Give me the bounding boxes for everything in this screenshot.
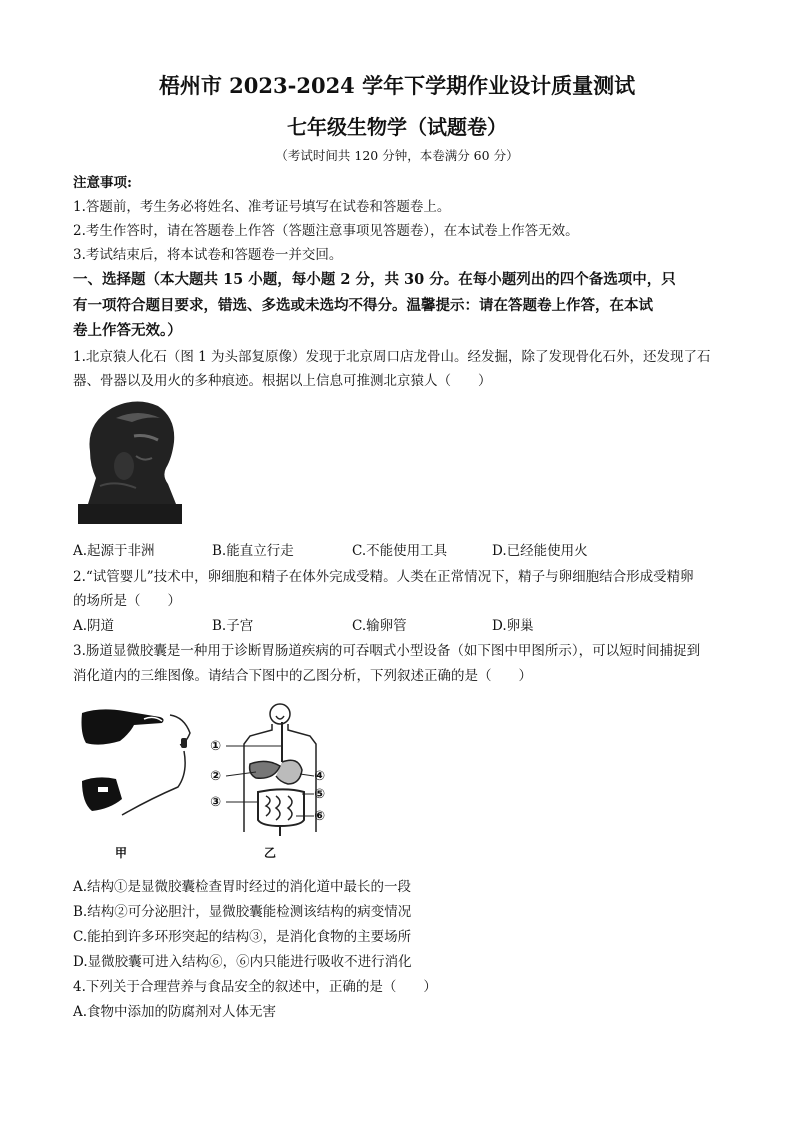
option-d: D.卵巢: [492, 618, 534, 634]
option-a: A.起源于非洲: [73, 543, 155, 559]
option-b: B.子宫: [212, 618, 254, 634]
question-text: 3.肠道显微胶囊是一种用于诊断胃肠道疾病的可吞咽式小型设备（如下图中甲图所示），可以短时间捕捉到: [73, 643, 701, 659]
section-heading: 卷上作答无效。）: [73, 322, 182, 339]
option-b: B.能直立行走: [212, 543, 294, 559]
marker-4: ④: [314, 769, 326, 784]
exam-subject-title: 七年级生物学（试题卷）: [287, 115, 507, 139]
exam-time-note: （考试时间共 120 分钟，本卷满分 60 分）: [275, 148, 519, 163]
question-text: 4.下列关于合理营养与食品安全的叙述中，正确的是（ ）: [73, 979, 437, 995]
peking-man-bust-image: [76, 396, 188, 528]
option-a: A.食物中添加的防腐剂对人体无害: [73, 1004, 277, 1020]
option-a: A.结构①是显微胶囊检查胃时经过的消化道中最长的一段: [73, 879, 412, 895]
notice-item: 2.考生作答时，请在答题卷上作答（答题注意事项见答题卷），在本试卷上作答无效。: [73, 223, 579, 239]
marker-5: ⑤: [314, 787, 326, 802]
section-heading: 有一项符合题目要求，错选、多选或未选均不得分。温馨提示：请在答题卷上作答，在本试: [73, 297, 653, 314]
question-text: 2.“试管婴儿”技术中，卵细胞和精子在体外完成受精。人类在正常情况下，精子与卵细胞结合形成受精卵: [73, 569, 694, 585]
question-text: 1.北京猿人化石（图 1 为头部复原像）发现于北京周口店龙骨山。经发掘，除了发现骨化石外，还发现了石: [73, 349, 711, 365]
question-text: 消化道内的三维图像。请结合下图中的乙图分析，下列叙述正确的是（ ）: [73, 668, 532, 684]
option-d: D.已经能使用火: [492, 543, 588, 559]
question-text: 的场所是（ ）: [73, 593, 181, 609]
option-a: A.阴道: [73, 618, 115, 634]
option-b: B.结构②可分泌胆汁，显微胶囊能检测该结构的病变情况: [73, 904, 412, 920]
exam-title: 梧州市 2023-2024 学年下学期作业设计质量测试: [158, 73, 636, 98]
marker-6: ⑥: [314, 809, 326, 824]
notice-item: 1.答题前，考生务必将姓名、准考证号填写在试卷和答题卷上。: [73, 199, 451, 215]
option-d: D.显微胶囊可进入结构⑥，⑥内只能进行吸收不进行消化: [73, 954, 412, 970]
figure-label-jia: 甲: [115, 846, 128, 860]
figure-label-yi: 乙: [264, 846, 277, 860]
marker-1: ①: [210, 739, 222, 754]
notice-heading: 注意事项:: [73, 175, 132, 191]
marker-3: ③: [210, 795, 222, 810]
capsule-hand-figure: [80, 703, 200, 843]
section-heading: 一、选择题（本大题共 15 小题，每小题 2 分，共 30 分。在每小题列出的四个备选项中，只: [73, 271, 676, 288]
option-c: C.不能使用工具: [352, 543, 448, 559]
option-c: C.能拍到许多环形突起的结构③，是消化食物的主要场所: [73, 929, 412, 945]
question-text: 器、骨器以及用火的多种痕迹。根据以上信息可推测北京猿人（ ）: [73, 373, 492, 389]
notice-item: 3.考试结束后，将本试卷和答题卷一并交回。: [73, 247, 343, 263]
marker-2: ②: [210, 769, 222, 784]
option-c: C.输卵管: [352, 618, 407, 634]
